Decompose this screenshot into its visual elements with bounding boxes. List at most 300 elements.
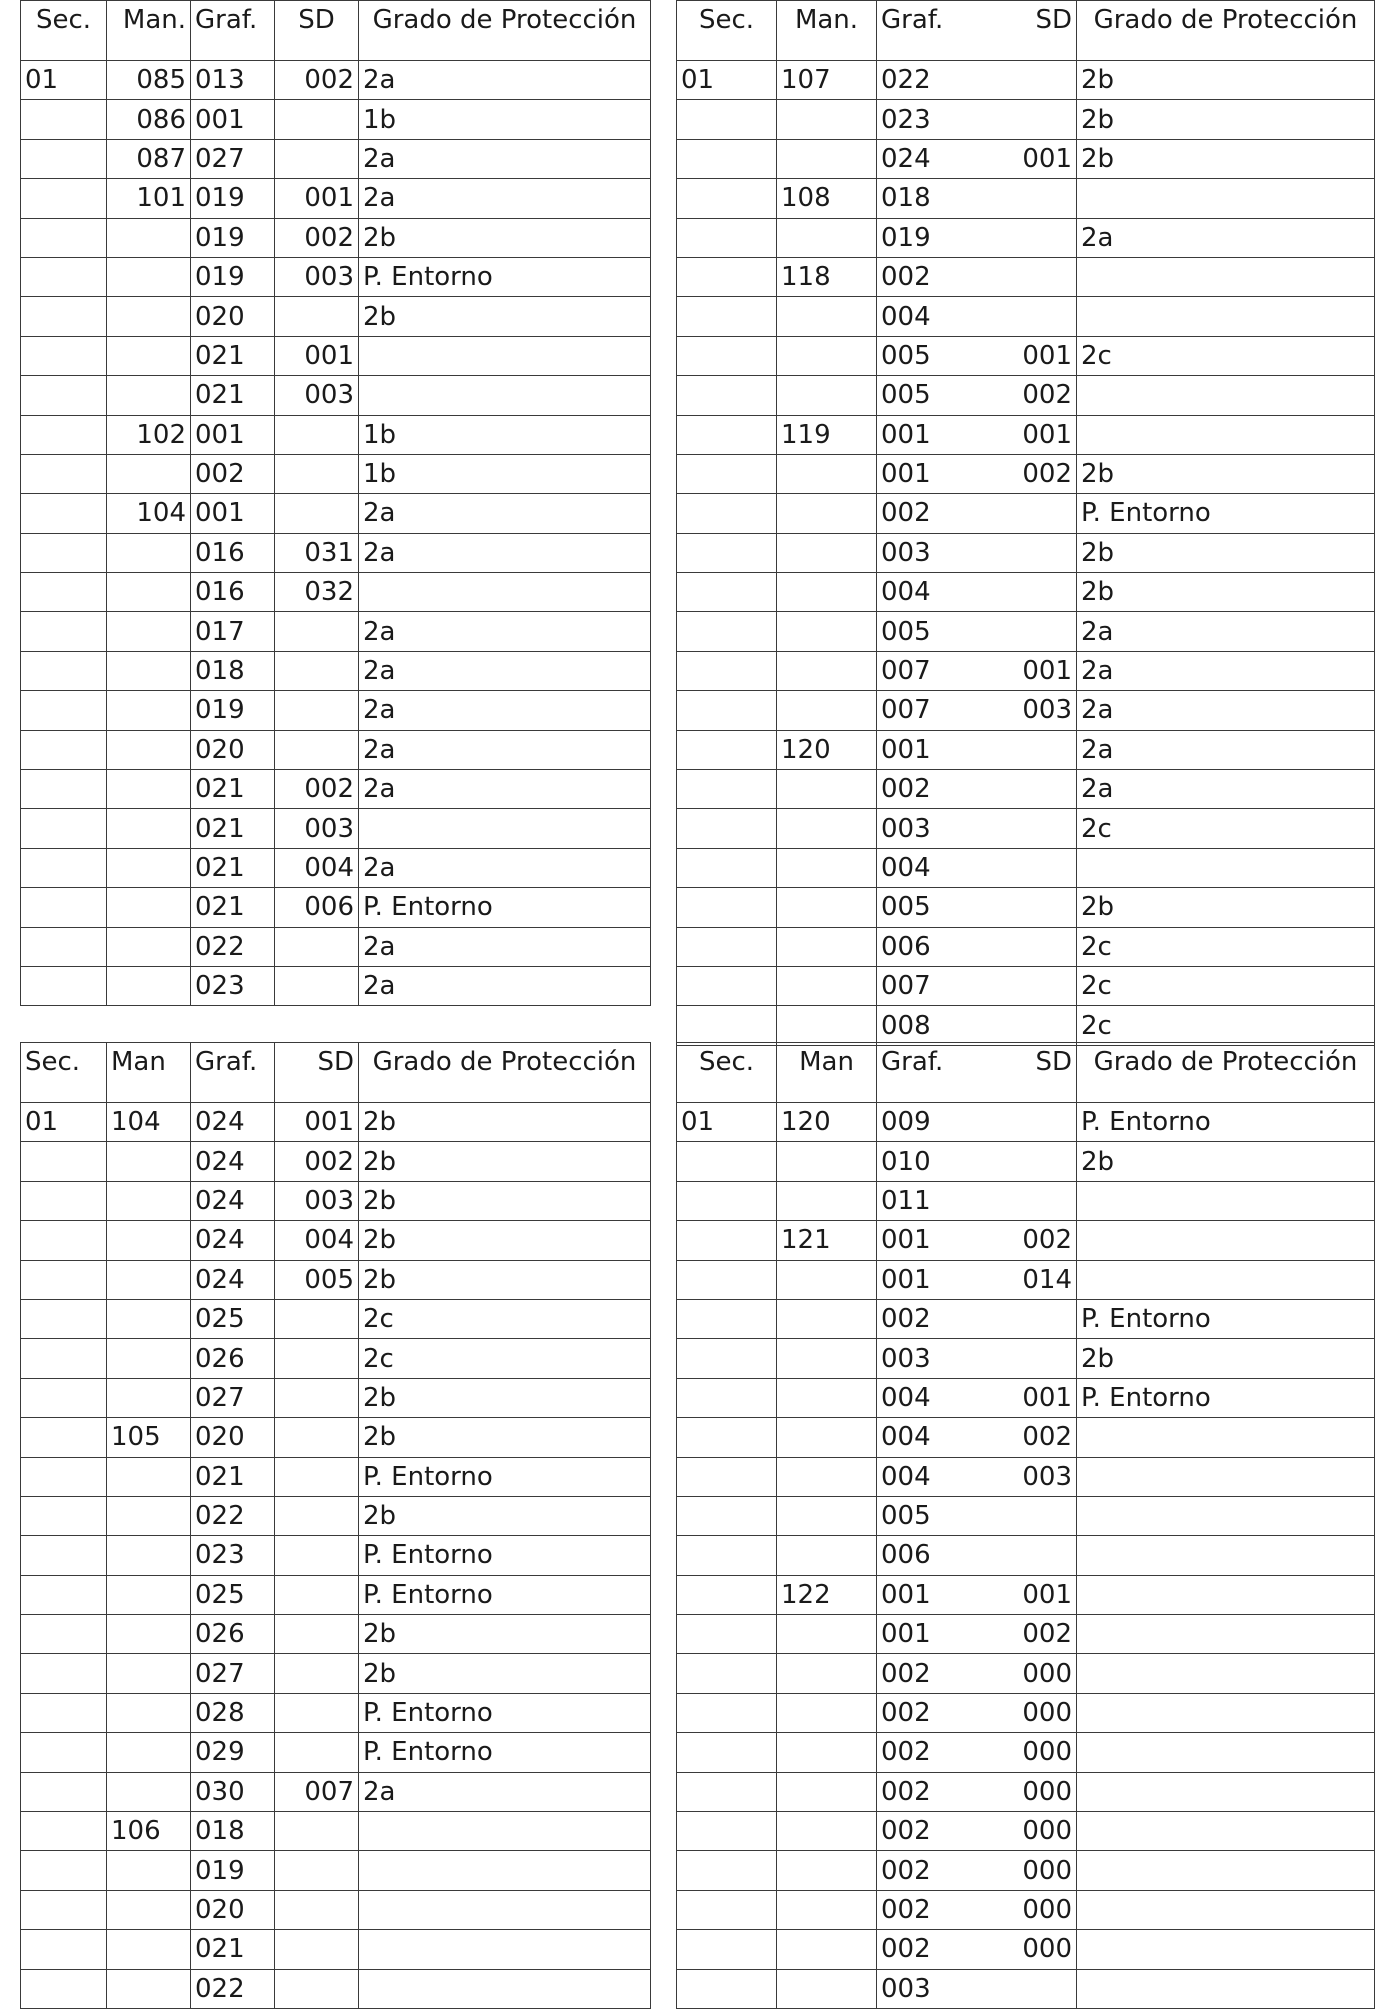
cell-sd: 002 [275,218,359,257]
table-row [21,1851,651,1890]
cell-sd [977,927,1077,966]
cell-graf: 004 [877,848,977,887]
table-row [21,139,651,178]
cell-sd [977,966,1077,1005]
cell-sd [977,612,1077,651]
cell-sd: 003 [977,1457,1077,1496]
cell-sec [21,612,107,651]
cell-sd: 000 [977,1812,1077,1851]
cell-graf: 018 [191,1812,275,1851]
cell-sd [275,1615,359,1654]
table-row [21,179,651,218]
cell-graf: 024 [191,1260,275,1299]
cell-grado: 2a [359,61,651,100]
cell-sec [21,1418,107,1457]
table-row [21,1221,651,1260]
cell-man [777,651,877,690]
cell-man [107,1930,191,1969]
table-row [21,730,651,769]
cell-man: 086 [107,100,191,139]
table-row [21,100,651,139]
cell-sd [275,1969,359,2008]
cell-sec [677,533,777,572]
cell-sec [21,533,107,572]
cell-sd: 014 [977,1260,1077,1299]
cell-sec [21,1930,107,1969]
cell-graf: 010 [877,1142,977,1181]
table-row [677,1221,1375,1260]
cell-grado [1077,1812,1375,1851]
cell-man [107,1772,191,1811]
cell-man [777,1006,877,1045]
table-row [677,1890,1375,1929]
cell-sec [677,691,777,730]
cell-graf: 021 [191,848,275,887]
cell-man [107,1654,191,1693]
cell-graf: 003 [877,1969,977,2008]
cell-grado: 1b [359,100,651,139]
cell-graf: 002 [877,1851,977,1890]
cell-man [107,1890,191,1929]
cell-sec [677,494,777,533]
table-row [677,1654,1375,1693]
cell-graf: 019 [191,218,275,257]
cell-sec [677,1890,777,1929]
cell-sd: 001 [977,415,1077,454]
table-row [21,1378,651,1417]
cell-graf: 002 [877,257,977,296]
table-row [21,1890,651,1929]
cell-man [107,573,191,612]
cell-grado: 2a [359,1772,651,1811]
cell-grado: 2a [359,691,651,730]
cell-grado [359,1851,651,1890]
cell-graf: 021 [191,376,275,415]
cell-man: 122 [777,1575,877,1614]
cell-graf: 020 [191,1418,275,1457]
table-row [677,415,1375,454]
cell-grado: P. Entorno [359,888,651,927]
cell-man [777,1615,877,1654]
table-row [677,494,1375,533]
cell-graf: 002 [191,454,275,493]
cell-graf: 022 [191,1969,275,2008]
cell-grado [1077,415,1375,454]
cell-man [107,1260,191,1299]
cell-graf: 024 [191,1142,275,1181]
cell-man [107,1536,191,1575]
cell-grado [1077,848,1375,887]
cell-sd: 004 [275,1221,359,1260]
cell-sd [977,573,1077,612]
cell-grado [359,336,651,375]
cell-graf: 019 [191,257,275,296]
protection-table-bottom-right [676,1042,1375,2009]
cell-sec [21,257,107,296]
cell-grado: 2a [359,494,651,533]
table-row [677,1181,1375,1220]
cell-sd: 000 [977,1772,1077,1811]
cell-man [107,533,191,572]
cell-man [777,1772,877,1811]
cell-graf: 005 [877,888,977,927]
cell-graf: 001 [877,415,977,454]
cell-man [107,1457,191,1496]
cell-sd: 002 [977,454,1077,493]
cell-grado: 2b [359,297,651,336]
cell-graf: 019 [191,691,275,730]
table-row [677,1851,1375,1890]
protection-table-bottom-left [20,1042,651,2009]
cell-sec [21,1693,107,1732]
cell-sd [275,1418,359,1457]
cell-man [777,336,877,375]
cell-grado [1077,1496,1375,1535]
cell-man [107,1733,191,1772]
cell-graf: 021 [191,336,275,375]
table-row [21,691,651,730]
cell-graf: 002 [877,1890,977,1929]
header-man: Man. [107,1,191,61]
cell-graf: 002 [877,1654,977,1693]
table-row [21,257,651,296]
cell-graf: 011 [877,1181,977,1220]
cell-sec [677,1851,777,1890]
cell-grado [359,1890,651,1929]
table-row [677,809,1375,848]
table-row [21,1733,651,1772]
cell-sec [21,1575,107,1614]
cell-man [777,1812,877,1851]
cell-sec [677,927,777,966]
cell-sd [977,730,1077,769]
cell-man [107,257,191,296]
cell-graf: 003 [877,809,977,848]
cell-sd [275,1339,359,1378]
table-row [677,730,1375,769]
table-row [677,218,1375,257]
cell-graf: 026 [191,1615,275,1654]
cell-graf: 019 [191,179,275,218]
table-row [677,376,1375,415]
cell-man [777,1418,877,1457]
cell-sec [21,336,107,375]
cell-sec [677,1575,777,1614]
cell-sd: 031 [275,533,359,572]
table-row [21,848,651,887]
cell-man [107,1969,191,2008]
cell-sec [21,1851,107,1890]
cell-graf: 016 [191,533,275,572]
cell-sd [275,415,359,454]
cell-grado: 2a [359,770,651,809]
cell-grado [1077,1575,1375,1614]
cell-sd: 002 [977,1615,1077,1654]
cell-sec [21,454,107,493]
cell-man [777,218,877,257]
cell-man [107,454,191,493]
table-row [21,1418,651,1457]
cell-man [107,691,191,730]
cell-sd [275,1496,359,1535]
cell-sd [275,1457,359,1496]
cell-sec [21,1496,107,1535]
cell-graf: 020 [191,730,275,769]
cell-graf: 029 [191,1733,275,1772]
cell-man [107,730,191,769]
cell-sec [21,1260,107,1299]
cell-man [107,1378,191,1417]
cell-sec [677,454,777,493]
cell-sec [677,1812,777,1851]
cell-grado: P. Entorno [1077,494,1375,533]
cell-sec [677,573,777,612]
table-row [21,1654,651,1693]
table-row [21,1615,651,1654]
cell-sec [677,1654,777,1693]
cell-sec: 01 [21,61,107,100]
table-row [21,1536,651,1575]
cell-graf: 004 [877,1457,977,1496]
cell-man [777,691,877,730]
cell-graf: 002 [877,770,977,809]
table-row [21,1457,651,1496]
table-row [21,376,651,415]
cell-sec [677,218,777,257]
cell-graf: 002 [877,1733,977,1772]
cell-sd: 003 [275,376,359,415]
cell-sd [977,809,1077,848]
cell-sec [677,1615,777,1654]
cell-sec [677,1181,777,1220]
cell-man [777,612,877,651]
cell-sd [977,297,1077,336]
cell-graf: 005 [877,1496,977,1535]
cell-sd [275,1536,359,1575]
cell-man: 104 [107,494,191,533]
cell-sd: 004 [275,848,359,887]
cell-graf: 001 [191,494,275,533]
cell-sec [21,1772,107,1811]
table-row [21,454,651,493]
cell-graf: 002 [877,1812,977,1851]
protection-table-top-left [20,0,651,1006]
cell-sec [21,1536,107,1575]
table-row [21,651,651,690]
cell-sec [677,1457,777,1496]
cell-sec [21,809,107,848]
cell-graf: 023 [191,1536,275,1575]
cell-grado: P. Entorno [359,1575,651,1614]
cell-graf: 001 [877,1221,977,1260]
cell-man [777,573,877,612]
cell-man [107,1181,191,1220]
table-row [677,1496,1375,1535]
cell-man: 087 [107,139,191,178]
cell-sec [677,1693,777,1732]
header-sd: SD [275,1043,359,1103]
cell-grado: 2b [359,1418,651,1457]
cell-grado [1077,257,1375,296]
table-row [677,1103,1375,1142]
cell-grado: 2b [359,1260,651,1299]
cell-sd: 000 [977,1930,1077,1969]
cell-sd [977,888,1077,927]
header-sd: SD [977,1,1077,61]
cell-graf: 001 [877,730,977,769]
cell-sd: 002 [275,1142,359,1181]
cell-man [777,1733,877,1772]
cell-man [777,1654,877,1693]
table-row [21,61,651,100]
cell-man [107,1496,191,1535]
cell-man: 120 [777,730,877,769]
cell-grado [1077,1969,1375,2008]
cell-sec [677,1378,777,1417]
cell-graf: 007 [877,651,977,690]
cell-man [107,651,191,690]
header-sec: Sec. [677,1043,777,1103]
table-row [677,61,1375,100]
cell-sd [977,1103,1077,1142]
cell-grado: 2a [1077,612,1375,651]
cell-graf: 019 [877,218,977,257]
cell-sd: 000 [977,1654,1077,1693]
cell-sd [275,1299,359,1338]
cell-sd [977,1006,1077,1045]
table-row [21,1575,651,1614]
cell-graf: 027 [191,1378,275,1417]
cell-sec [677,770,777,809]
cell-grado: 2a [359,139,651,178]
cell-sd [275,1575,359,1614]
cell-sec [21,218,107,257]
cell-grado: 2a [359,612,651,651]
cell-sec [21,691,107,730]
table-row [677,1260,1375,1299]
header-grado: Grado de Protección [1077,1,1375,61]
cell-graf: 004 [877,1418,977,1457]
cell-graf: 022 [191,1496,275,1535]
cell-grado: 2b [1077,1339,1375,1378]
cell-graf: 002 [877,494,977,533]
cell-grado [1077,1457,1375,1496]
cell-graf: 002 [877,1930,977,1969]
table-row [21,1693,651,1732]
cell-grado: P. Entorno [359,1693,651,1732]
cell-grado: 2c [359,1299,651,1338]
cell-graf: 001 [191,100,275,139]
cell-man [107,612,191,651]
cell-sec [21,1221,107,1260]
cell-sd [977,770,1077,809]
cell-grado: 2c [1077,336,1375,375]
cell-sd [977,1181,1077,1220]
cell-sec [677,966,777,1005]
cell-graf: 007 [877,691,977,730]
table-row [677,966,1375,1005]
cell-sec [21,1890,107,1929]
cell-man [777,1299,877,1338]
cell-man [777,888,877,927]
cell-sec [21,848,107,887]
table-row [21,1260,651,1299]
cell-grado: 2b [359,1496,651,1535]
table-row [21,218,651,257]
cell-grado [359,1812,651,1851]
cell-sec [677,376,777,415]
cell-graf: 005 [877,336,977,375]
cell-man [777,1339,877,1378]
cell-sec [677,100,777,139]
cell-man [777,1496,877,1535]
cell-sd: 003 [977,691,1077,730]
cell-sec [677,1772,777,1811]
cell-grado: 2b [359,1103,651,1142]
cell-sd [275,1693,359,1732]
cell-man [107,1221,191,1260]
cell-graf: 028 [191,1693,275,1732]
cell-man [777,454,877,493]
table-row [677,179,1375,218]
cell-man [107,1693,191,1732]
header-grado: Grado de Protección [1077,1043,1375,1103]
table-row [677,1299,1375,1338]
header-sec: Sec. [21,1,107,61]
cell-man [107,770,191,809]
table-row [677,1812,1375,1851]
table-row [21,1496,651,1535]
cell-graf: 005 [877,376,977,415]
cell-graf: 006 [877,927,977,966]
cell-sec [21,1181,107,1220]
cell-man: 102 [107,415,191,454]
cell-sd [977,494,1077,533]
cell-man [107,1575,191,1614]
cell-grado [359,1930,651,1969]
cell-sd: 001 [275,1103,359,1142]
cell-grado [1077,376,1375,415]
cell-man [107,297,191,336]
cell-grado: 2a [359,848,651,887]
cell-graf: 005 [877,612,977,651]
cell-sd [977,100,1077,139]
cell-man [107,376,191,415]
cell-sd [977,848,1077,887]
cell-sd: 007 [275,1772,359,1811]
cell-man: 121 [777,1221,877,1260]
cell-sec: 01 [677,61,777,100]
cell-sd [275,494,359,533]
table-row [677,1142,1375,1181]
cell-sec [677,1969,777,2008]
cell-grado: 2b [1077,139,1375,178]
cell-grado: 2b [1077,100,1375,139]
cell-sd: 000 [977,1851,1077,1890]
header-man: Man. [777,1,877,61]
cell-grado: 2b [359,1221,651,1260]
cell-grado [1077,1536,1375,1575]
cell-man [107,1299,191,1338]
cell-grado: 2b [359,1615,651,1654]
cell-man [107,809,191,848]
cell-graf: 018 [191,651,275,690]
cell-grado [1077,1733,1375,1772]
cell-sec [677,809,777,848]
table-row [677,1969,1375,2008]
table-row [21,809,651,848]
cell-sd: 001 [977,1378,1077,1417]
